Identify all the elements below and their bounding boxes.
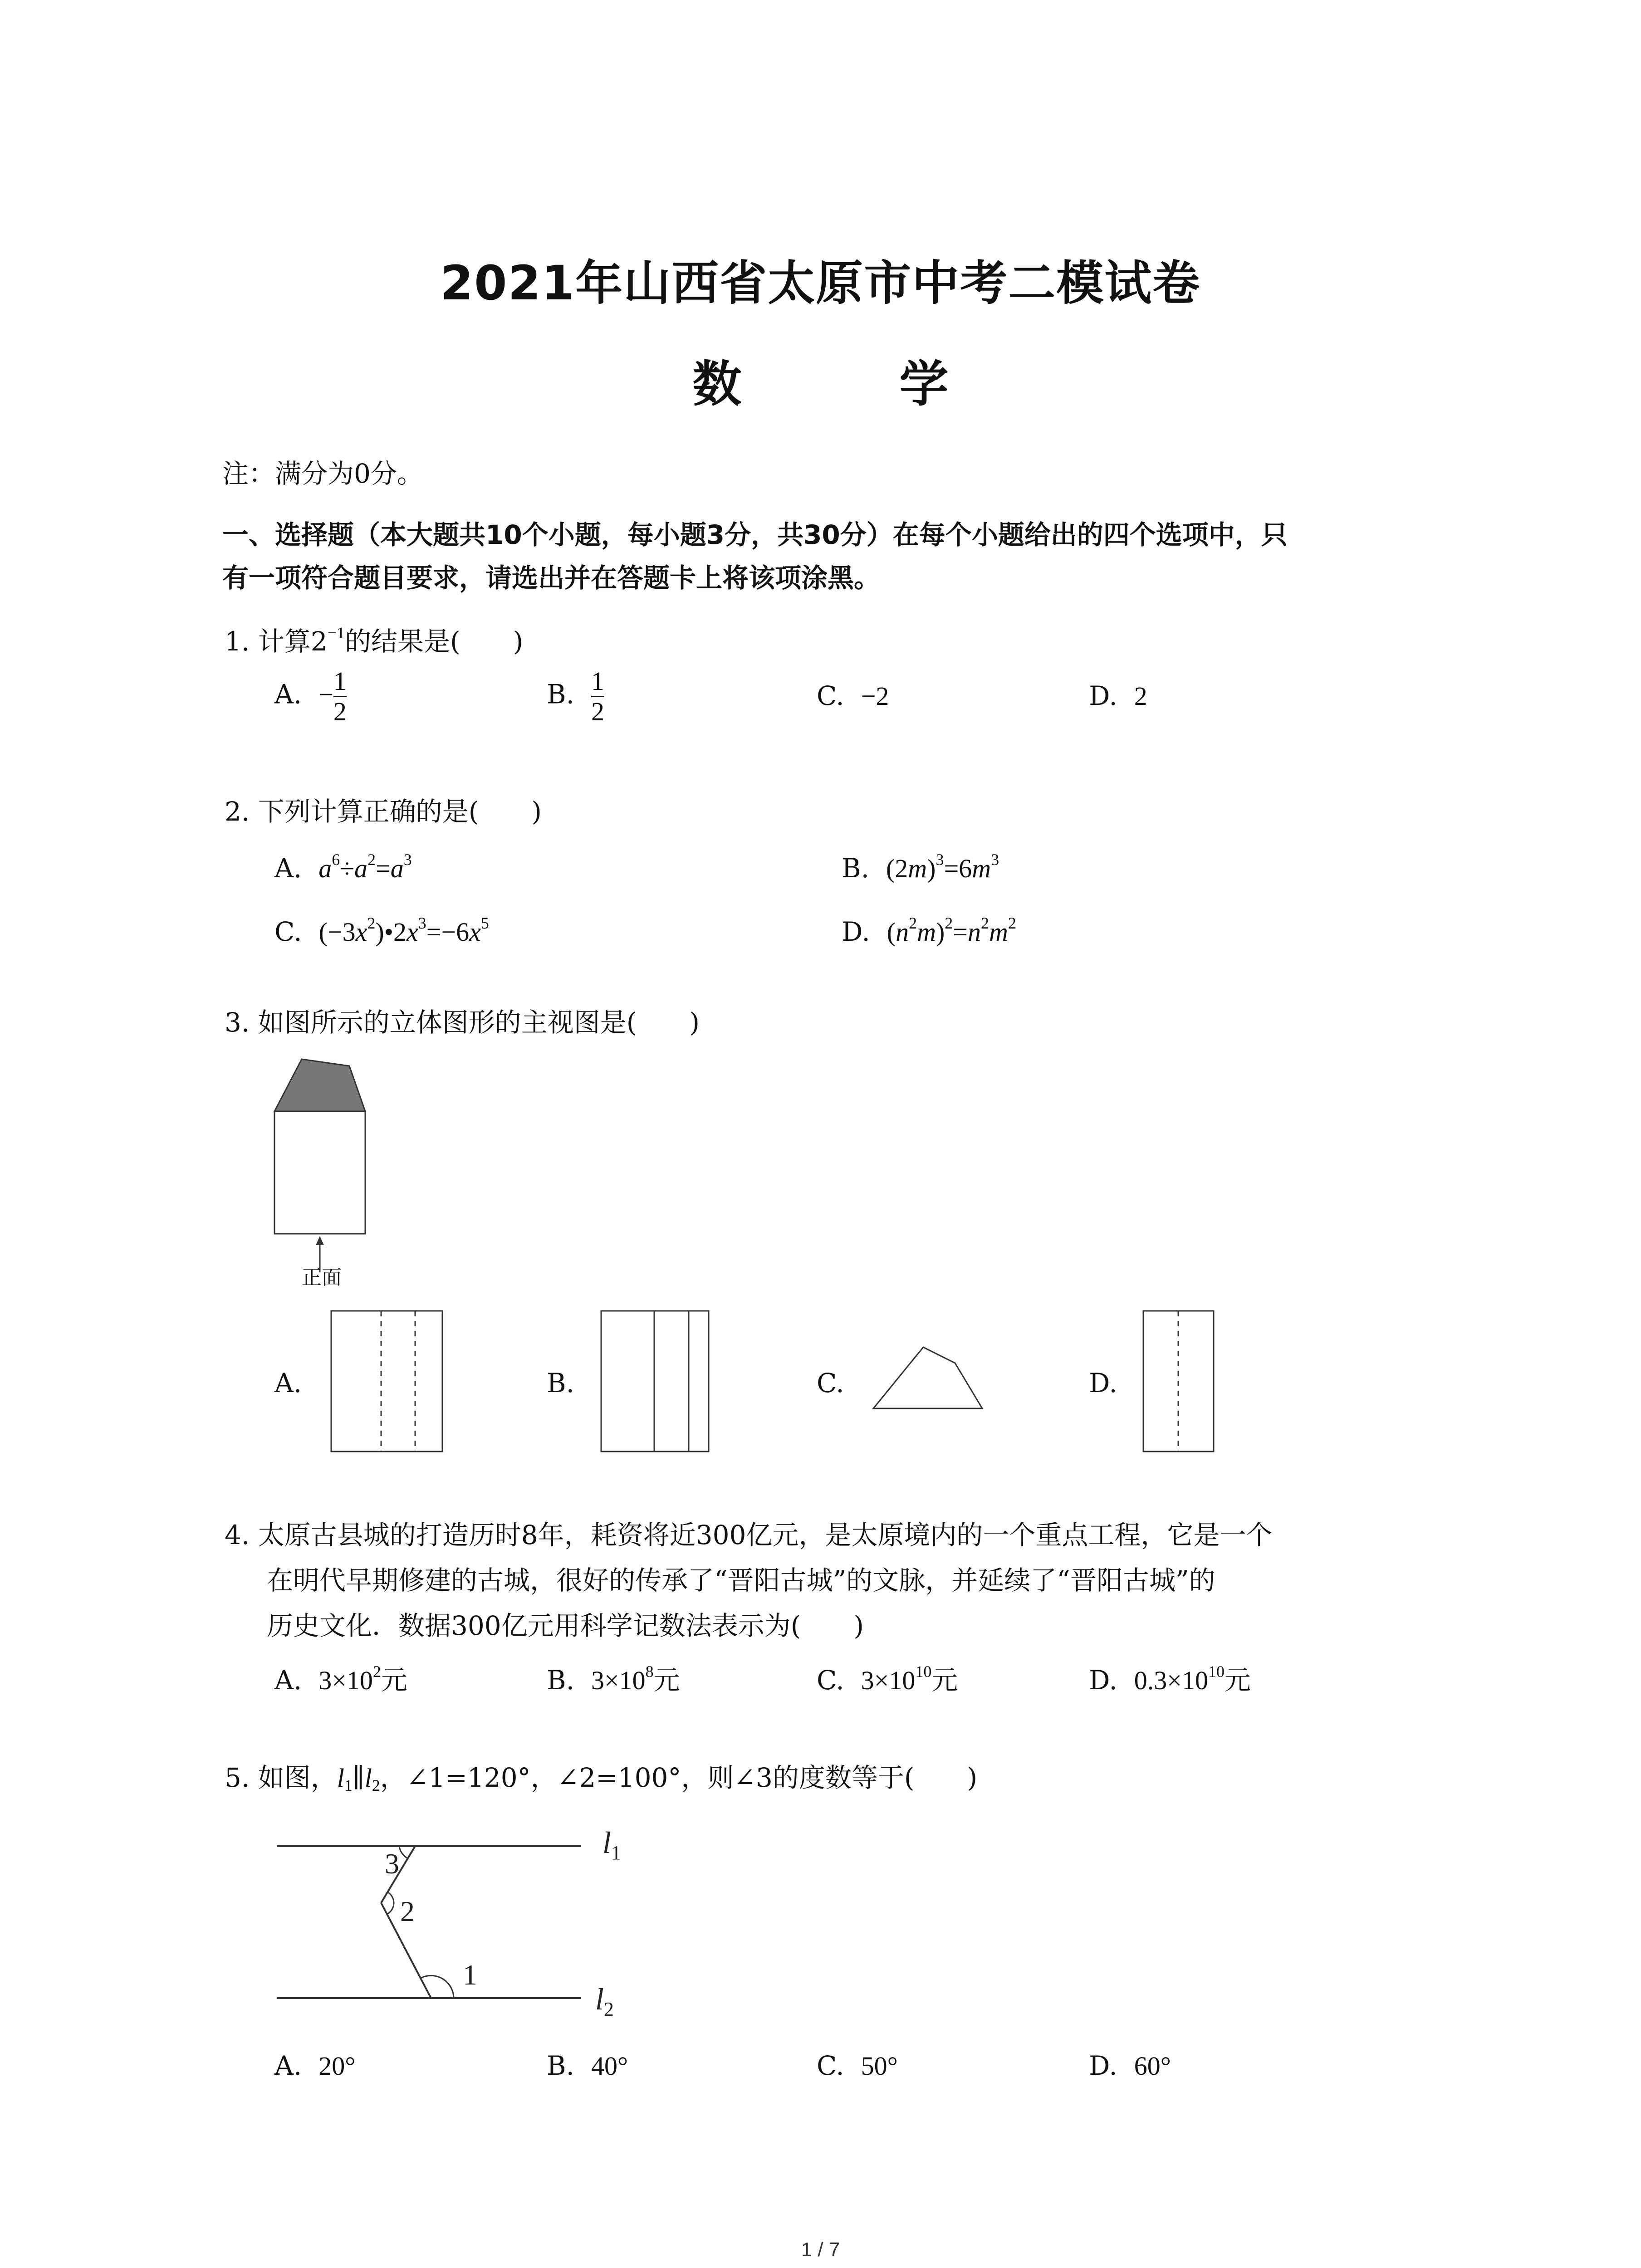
q5-stem: 5. 如图，$l_1\parallel l_2$，∠1=120°，∠2=100°，则∠3的度数等于( ) bbox=[225, 1762, 978, 1794]
angle-3-arc bbox=[399, 1846, 408, 1858]
q4-option-d: D. $0.3\times 10^{10}$元 bbox=[1089, 1662, 1251, 1696]
q1-stem: 1. 计算$2^{-1}$的结果是( ) bbox=[225, 624, 524, 657]
q4-option-b: B. $3\times 10^8$元 bbox=[547, 1662, 680, 1696]
section-heading-line1: 一、选择题（本大题共10个小题，每小题3分，共30分）在每个小题给出的四个选项中，只 bbox=[222, 519, 1288, 550]
subject-title: 数 学 bbox=[692, 356, 1003, 413]
q5-option-a: A. 20° bbox=[274, 2050, 356, 2081]
q1-option-d: D. 2 bbox=[1089, 680, 1147, 711]
l1-label: $l_1$ bbox=[603, 1825, 621, 1864]
q5-option-d: D. 60° bbox=[1089, 2050, 1171, 2081]
angle-2-label: 2 bbox=[400, 1895, 415, 1927]
q3-front-label: 正面 bbox=[302, 1266, 342, 1289]
q4-option-c: C. $3\times 10^{10}$元 bbox=[817, 1662, 958, 1696]
q3-option-b-figure bbox=[597, 1306, 715, 1461]
q2-option-a: A. $a^6\div a^2=a^3$ bbox=[274, 850, 412, 884]
q5-parallel-lines-figure bbox=[268, 1819, 640, 2023]
q1-option-c: C. −2 bbox=[817, 680, 889, 711]
page-number: 1 / 7 bbox=[801, 2239, 840, 2261]
q4-stem-line1: 4. 太原古县城的打造历时8年，耗资将近300亿元，是太原境内的一个重点工程，它是一个 bbox=[225, 1520, 1273, 1550]
angle-2-arc bbox=[387, 1892, 394, 1914]
q1-option-b: B. $\frac{1}{2}$ bbox=[547, 666, 604, 726]
q2-option-c: C. $(-3x^2)•2x^3=-6x^5$ bbox=[274, 914, 489, 947]
q4-stem-line2: 在明代早期修建的古城，很好的传承了“晋阳古城”的文脉，并延续了“晋阳古城”的 bbox=[267, 1565, 1215, 1596]
q3-option-b-label: B. bbox=[547, 1368, 575, 1398]
q5-option-b: B. 40° bbox=[547, 2050, 628, 2081]
q4-option-a: A. $3\times 10^2$元 bbox=[274, 1662, 407, 1696]
q2-option-b: B. $(2m)^3=6m^3$ bbox=[842, 850, 999, 884]
q3-option-d-figure bbox=[1139, 1306, 1220, 1461]
q3-stem: 3. 如图所示的立体图形的主视图是( ) bbox=[225, 1007, 700, 1038]
section-heading-line2: 有一项符合题目要求，请选出并在答题卡上将该项涂黑。 bbox=[222, 562, 881, 593]
q2-option-d: D. $(n^2m)^2=n^2m^2$ bbox=[842, 914, 1016, 947]
q3-solid-figure bbox=[254, 1043, 390, 1297]
q3-option-d-label: D. bbox=[1089, 1368, 1117, 1398]
angle-3-label: 3 bbox=[385, 1848, 399, 1880]
q3-option-c-label: C. bbox=[817, 1368, 844, 1398]
q4-stem-line3: 历史文化．数据300亿元用科学记数法表示为( ) bbox=[267, 1610, 864, 1641]
angle-1-label: 1 bbox=[463, 1959, 477, 1991]
q3-option-a-label: A. bbox=[274, 1368, 302, 1398]
q2-stem: 2. 下列计算正确的是( ) bbox=[225, 796, 542, 827]
q5-option-c: C. 50° bbox=[817, 2050, 898, 2081]
exam-title: 2021年山西省太原市中考二模试卷 bbox=[440, 255, 1201, 311]
l2-label: $l_2$ bbox=[595, 1982, 614, 2020]
q3-option-a-figure bbox=[327, 1306, 449, 1461]
score-note: 注：满分为0分。 bbox=[222, 458, 423, 489]
q1-option-a: A. − $\frac{1}{2}$ bbox=[274, 666, 347, 726]
q3-option-c-figure bbox=[869, 1338, 987, 1420]
